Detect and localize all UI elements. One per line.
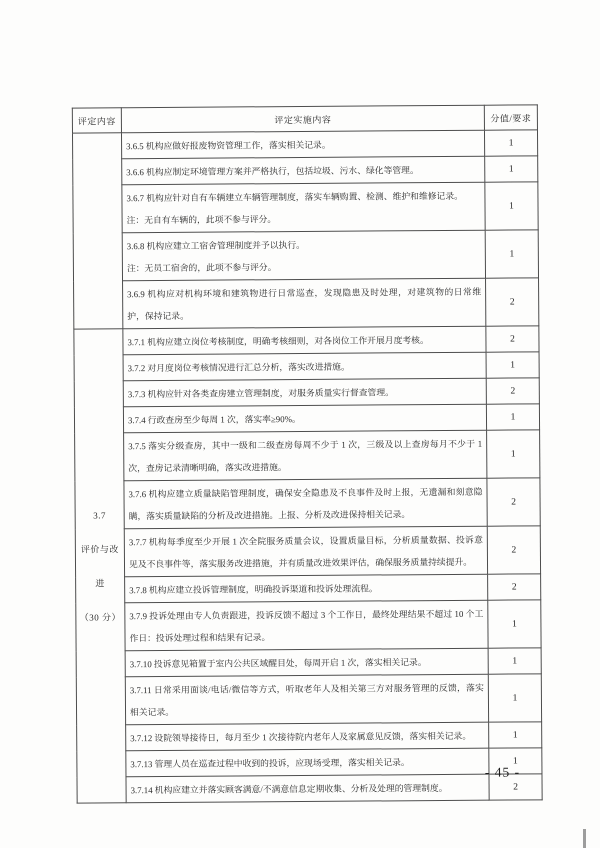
col-header-impl-content: 评定实施内容 bbox=[121, 105, 484, 133]
criterion-text: 3.7.6 机构应建立质量缺陷管理制度，确保安全隐患及不良事件及时上报，无遗漏和刻意隐瞒，落实质量缺陷的分析及改进措施。上报、分析及改进保持相关记录。 bbox=[124, 478, 487, 529]
table-row bbox=[76, 648, 541, 677]
col-header-score: 分值/要求 bbox=[484, 105, 537, 130]
table-row bbox=[75, 430, 540, 481]
score-cell: 1 bbox=[488, 648, 541, 674]
score-cell: 2 bbox=[487, 478, 540, 526]
criterion-text: 3.7.7 机构每季度至少开展 1 次全院服务质量会议，设置质量目标，分析质量数据、投诉意见及不良事件等，落实服务改进措施，并有质量改进效果评估，确保服务质量持续提升。 bbox=[124, 526, 487, 577]
table-header-row bbox=[72, 105, 537, 133]
score-cell: 1 bbox=[485, 230, 538, 278]
score-cell: 1 bbox=[488, 600, 541, 648]
criterion-text: 3.7.8 机构应建立投诉管理制度，明确投诉渠道和投诉处理流程。 bbox=[125, 574, 488, 603]
criterion-text: 3.6.7 机构应针对自有车辆建立车辆管理制度，落实车辆购置、检测、维护和维修记录。 注：无自有车辆的，此项不参与评分。 bbox=[122, 182, 485, 233]
criterion-text: 3.7.13 管理人员在巡查过程中收到的投诉，应现场受理，落实相关记录。 bbox=[126, 748, 489, 777]
criterion-text: 3.7.11 日常采用面谈/电话/微信等方式，听取老年人及相关第三方对服务管理的反馈，落实相关记录。 bbox=[125, 674, 488, 725]
score-cell: 1 bbox=[485, 156, 538, 182]
table-row bbox=[76, 674, 541, 725]
score-cell: 1 bbox=[484, 130, 537, 156]
score-cell: 1 bbox=[489, 722, 542, 748]
table-row bbox=[76, 600, 541, 651]
score-cell: 2 bbox=[486, 378, 539, 404]
criterion-text: 3.7.2 对月度岗位考核情况进行汇总分析，落实改进措施。 bbox=[123, 352, 486, 381]
table-row bbox=[73, 156, 538, 185]
criterion-text: 3.6.5 机构应做好报废物资管理工作，落实相关记录。 bbox=[121, 130, 484, 159]
table-row bbox=[73, 230, 538, 281]
score-cell: 1 bbox=[485, 182, 538, 230]
scan-artifact bbox=[583, 829, 586, 848]
table-row bbox=[74, 404, 539, 433]
table-row bbox=[74, 278, 539, 329]
table-row bbox=[72, 130, 537, 159]
criterion-text: 3.7.12 设院领导接待日，每月至少 1 次接待院内老年人及家属意见反馈，落实相关记录。 bbox=[126, 722, 489, 751]
score-cell: 2 bbox=[486, 326, 539, 352]
criterion-text: 3.6.8 机构应建立工宿舍管理制度并予以执行。 注：无员工宿舍的，此项不参与评分。 bbox=[122, 230, 485, 281]
table-row bbox=[73, 182, 538, 233]
criterion-text: 3.7.10 投诉意见箱置于室内公共区域醒目处，每周开启 1 次，落实相关记录。 bbox=[125, 648, 488, 677]
score-cell: 1 bbox=[487, 430, 540, 478]
category-cell-3-7: 3.7 评价与改进 （30 分） bbox=[74, 329, 126, 803]
score-cell: 2 bbox=[486, 278, 539, 326]
col-header-eval-content: 评定内容 bbox=[72, 108, 121, 133]
criterion-text: 3.6.9 机构应对机构环境和建筑物进行日常巡查，发现隐患及时处理，对建筑物的日常维护，保持记录。 bbox=[123, 278, 486, 329]
table-row bbox=[75, 526, 540, 577]
score-cell: 1 bbox=[488, 674, 541, 722]
score-cell: 2 bbox=[488, 574, 541, 600]
criterion-text: 3.7.5 落实分级查房，其中一级和二级查房每周不少于 1 次，三级及以上查房每月不少于 1 次，查房记录清晰明确，落实改进措施。 bbox=[124, 430, 487, 481]
table-row bbox=[76, 574, 541, 603]
table-row bbox=[77, 722, 542, 751]
table-row bbox=[74, 326, 539, 355]
criterion-text: 3.7.9 投诉处理由专人负责跟进，投诉反馈不超过 3 个工作日，最终处理结果不超过 10 个工作日：投诉处理过程和结果有记录。 bbox=[125, 600, 488, 651]
score-cell: 1 bbox=[489, 748, 542, 774]
score-cell: 2 bbox=[487, 526, 540, 574]
criterion-text: 3.7.1 机构应建立岗位考核制度，明确考核细则，对各岗位工作开展月度考核。 bbox=[123, 326, 486, 355]
assessment-table bbox=[72, 104, 543, 803]
category-cell-3-6 bbox=[72, 133, 122, 329]
criterion-text: 3.6.6 机构应制定环境管理方案并严格执行，包括垃圾、污水、绿化等管理。 bbox=[122, 156, 485, 185]
table-row bbox=[74, 378, 539, 407]
criterion-text: 3.7.14 机构应建立并落实顾客满意/不满意信息定期收集、分析及处理的管理制度。 bbox=[126, 774, 489, 803]
criterion-text: 3.7.3 机构应针对各类查房建立管理制度，对服务质量实行督查管理。 bbox=[123, 378, 486, 407]
table-row bbox=[75, 478, 540, 529]
score-cell: 2 bbox=[489, 774, 542, 800]
score-cell: 1 bbox=[486, 404, 539, 430]
table-row bbox=[74, 352, 539, 381]
page-number: - 45 - bbox=[484, 764, 521, 780]
criterion-text: 3.7.4 行政查房至少每周 1 次，落实率≥90%。 bbox=[123, 404, 486, 433]
score-cell: 1 bbox=[486, 352, 539, 378]
